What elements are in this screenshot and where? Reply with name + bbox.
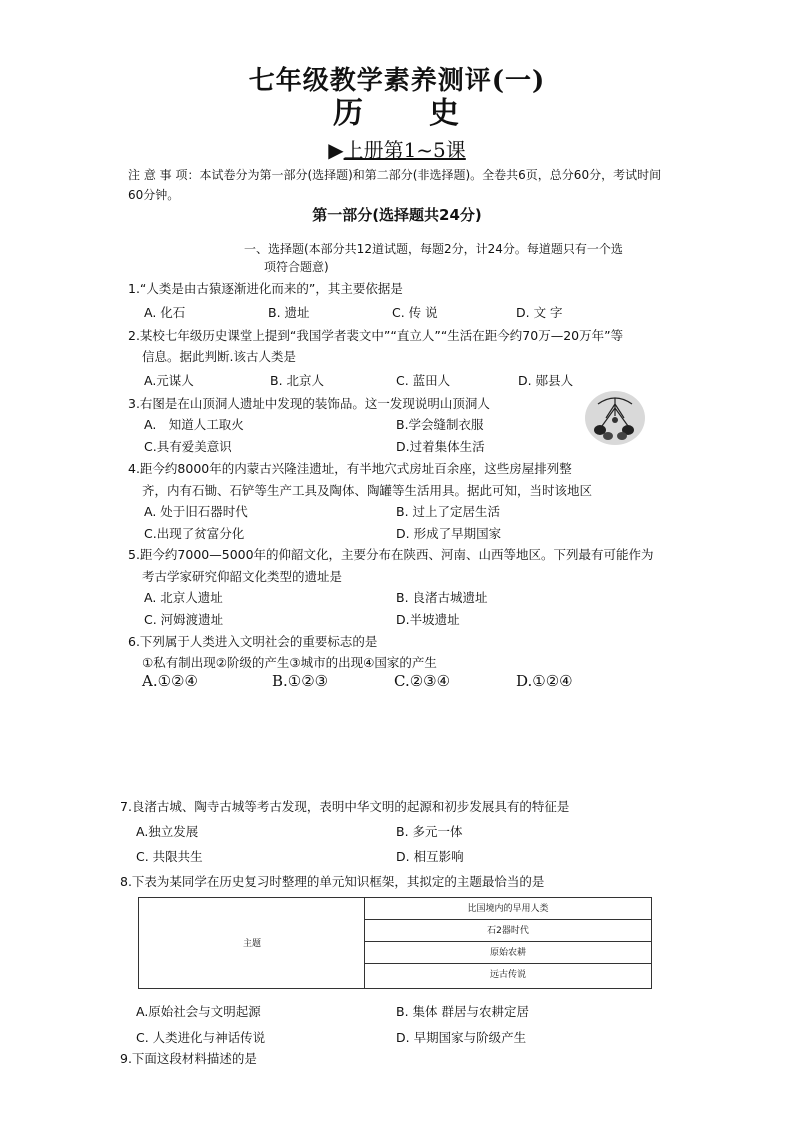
section-heading [244,240,664,276]
q5-option-d: D.半坡遗址 [396,612,460,627]
q7-option-a: A.独立发展 [136,824,199,839]
q2-option-b: B. 北京人 [270,373,325,388]
table-row: 比国境内的早用人类 [365,898,651,920]
q1-option-a: A. 化石 [144,305,186,320]
scope-line [0,134,794,163]
question-8-stem: 8.下表为某同学在历史复习时整理的单元知识框架，其拟定的主题最恰当的是 [120,874,545,889]
triangle-marker-icon: ▶ [328,138,344,162]
table-row: 远古传说 [489,970,526,980]
q6-option-d: D.①②④ [516,672,573,690]
q3-option-b: B.学会缝制衣服 [396,417,484,432]
part1-title: 第一部分(选择题共24分) [312,206,482,224]
question-3-stem: 3.右图是在山顶洞人遗址中发现的装饰品。这一发现说明山顶洞人 [128,396,490,411]
question-4-stem-1: 4.距今约8000年的内蒙古兴隆洼遗址，有半地穴式房址百余座，这些房屋排列整 [128,461,572,476]
table-topic-label: 主题 [242,939,261,949]
question-6-stem-1: 6.下列属于人类进入文明社会的重要标志的是 [128,634,378,649]
scope-text: 上册第1~5课 [343,138,466,162]
table-row: 原始农耕 [365,942,651,964]
q5-option-a: A. 北京人遗址 [144,590,223,605]
notice: 注 意 事 项：本试卷分为第一部分(选择题)和第二部分(非选择题)。全卷共6页，总分60分，考试时间60分钟。 [128,168,662,202]
question-5-stem-1: 5.距今约7000—5000年的仰韶文化，主要分布在陕西、河南、山西等地区。下列最有可能作为 [128,547,654,562]
exam-title: 七年级教学素养测评(一) [248,66,546,96]
q2-option-a: A.元谋人 [144,373,194,388]
q3-option-d: D.过着集体生活 [396,439,485,454]
q2-option-c: C. 蓝田人 [396,373,451,388]
q5-option-b: B. 良渚古城遗址 [396,590,488,605]
q8-option-d: D. 早期国家与阶级产生 [396,1030,527,1045]
q8-option-c: C. 人类进化与神话传说 [136,1030,266,1045]
q6-option-b: B.①②③ [272,672,329,690]
question-9-stem: 9.下面这段材料描述的是 [120,1051,257,1066]
question-2-stem-2: 信息。据此判断.该古人类是 [142,349,296,364]
q5-option-c: C. 河姆渡遗址 [144,612,224,627]
knowledge-frame-table [138,897,652,989]
question-6-stem-2: ①私有制出现②阶级的产生③城市的出现④国家的产生 [142,655,437,670]
ornament-figure [584,390,646,446]
q4-option-d: D. 形成了早期国家 [396,526,502,541]
q8-option-b: B. 集体 群居与农耕定居 [396,1004,529,1019]
q7-option-d: D. 相互影响 [396,849,464,864]
q3-option-c: C.具有爱美意识 [144,439,232,454]
section-line-1: 一、选择题(本部分共12道试题，每题2分，计24分。每道题只有一个选 [244,242,623,256]
question-5-stem-2: 考古学家研究仰韶文化类型的遗址是 [142,569,343,584]
q4-option-c: C.出现了贫富分化 [144,526,245,541]
q6-option-a: A.①②④ [142,672,198,690]
question-1-stem: 1.“人类是由古猿逐渐进化而来的”，其主要依据是 [128,281,403,296]
q4-option-b: B. 过上了定居生活 [396,504,501,519]
q4-option-a: A. 处于旧石器时代 [144,504,248,519]
section-line-2: 项符合题意) [264,260,329,274]
q1-option-d: D. 文 字 [516,305,563,320]
question-4-stem-2: 齐，内有石锄、石铲等生产工具及陶体、陶罐等生活用具。据此可知，当时该地区 [142,483,593,498]
q1-option-b: B. 遗址 [268,305,310,320]
q6-option-c: C.②③④ [394,672,451,690]
q3-option-a: A. 知道人工取火 [144,417,244,432]
q7-option-b: B. 多元一体 [396,824,463,839]
q8-option-a: A.原始社会与文明起源 [136,1004,261,1019]
table-topic-cell [139,898,365,988]
q2-option-d: D. 郧县人 [518,373,574,388]
question-2-stem-1: 2.某校七年级历史课堂上提到“我国学者裴文中”“直立人”“生活在距今约70万—20万年”等 [128,328,624,343]
subject-title: 历 史 [333,96,461,131]
q1-option-c: C. 传 说 [392,305,438,320]
question-7-stem: 7.良渚古城、陶寺古城等考古发现，表明中华文明的起源和初步发展具有的特征是 [120,799,570,814]
table-row: 石2器时代 [365,920,651,942]
q7-option-c: C. 共限共生 [136,849,203,864]
